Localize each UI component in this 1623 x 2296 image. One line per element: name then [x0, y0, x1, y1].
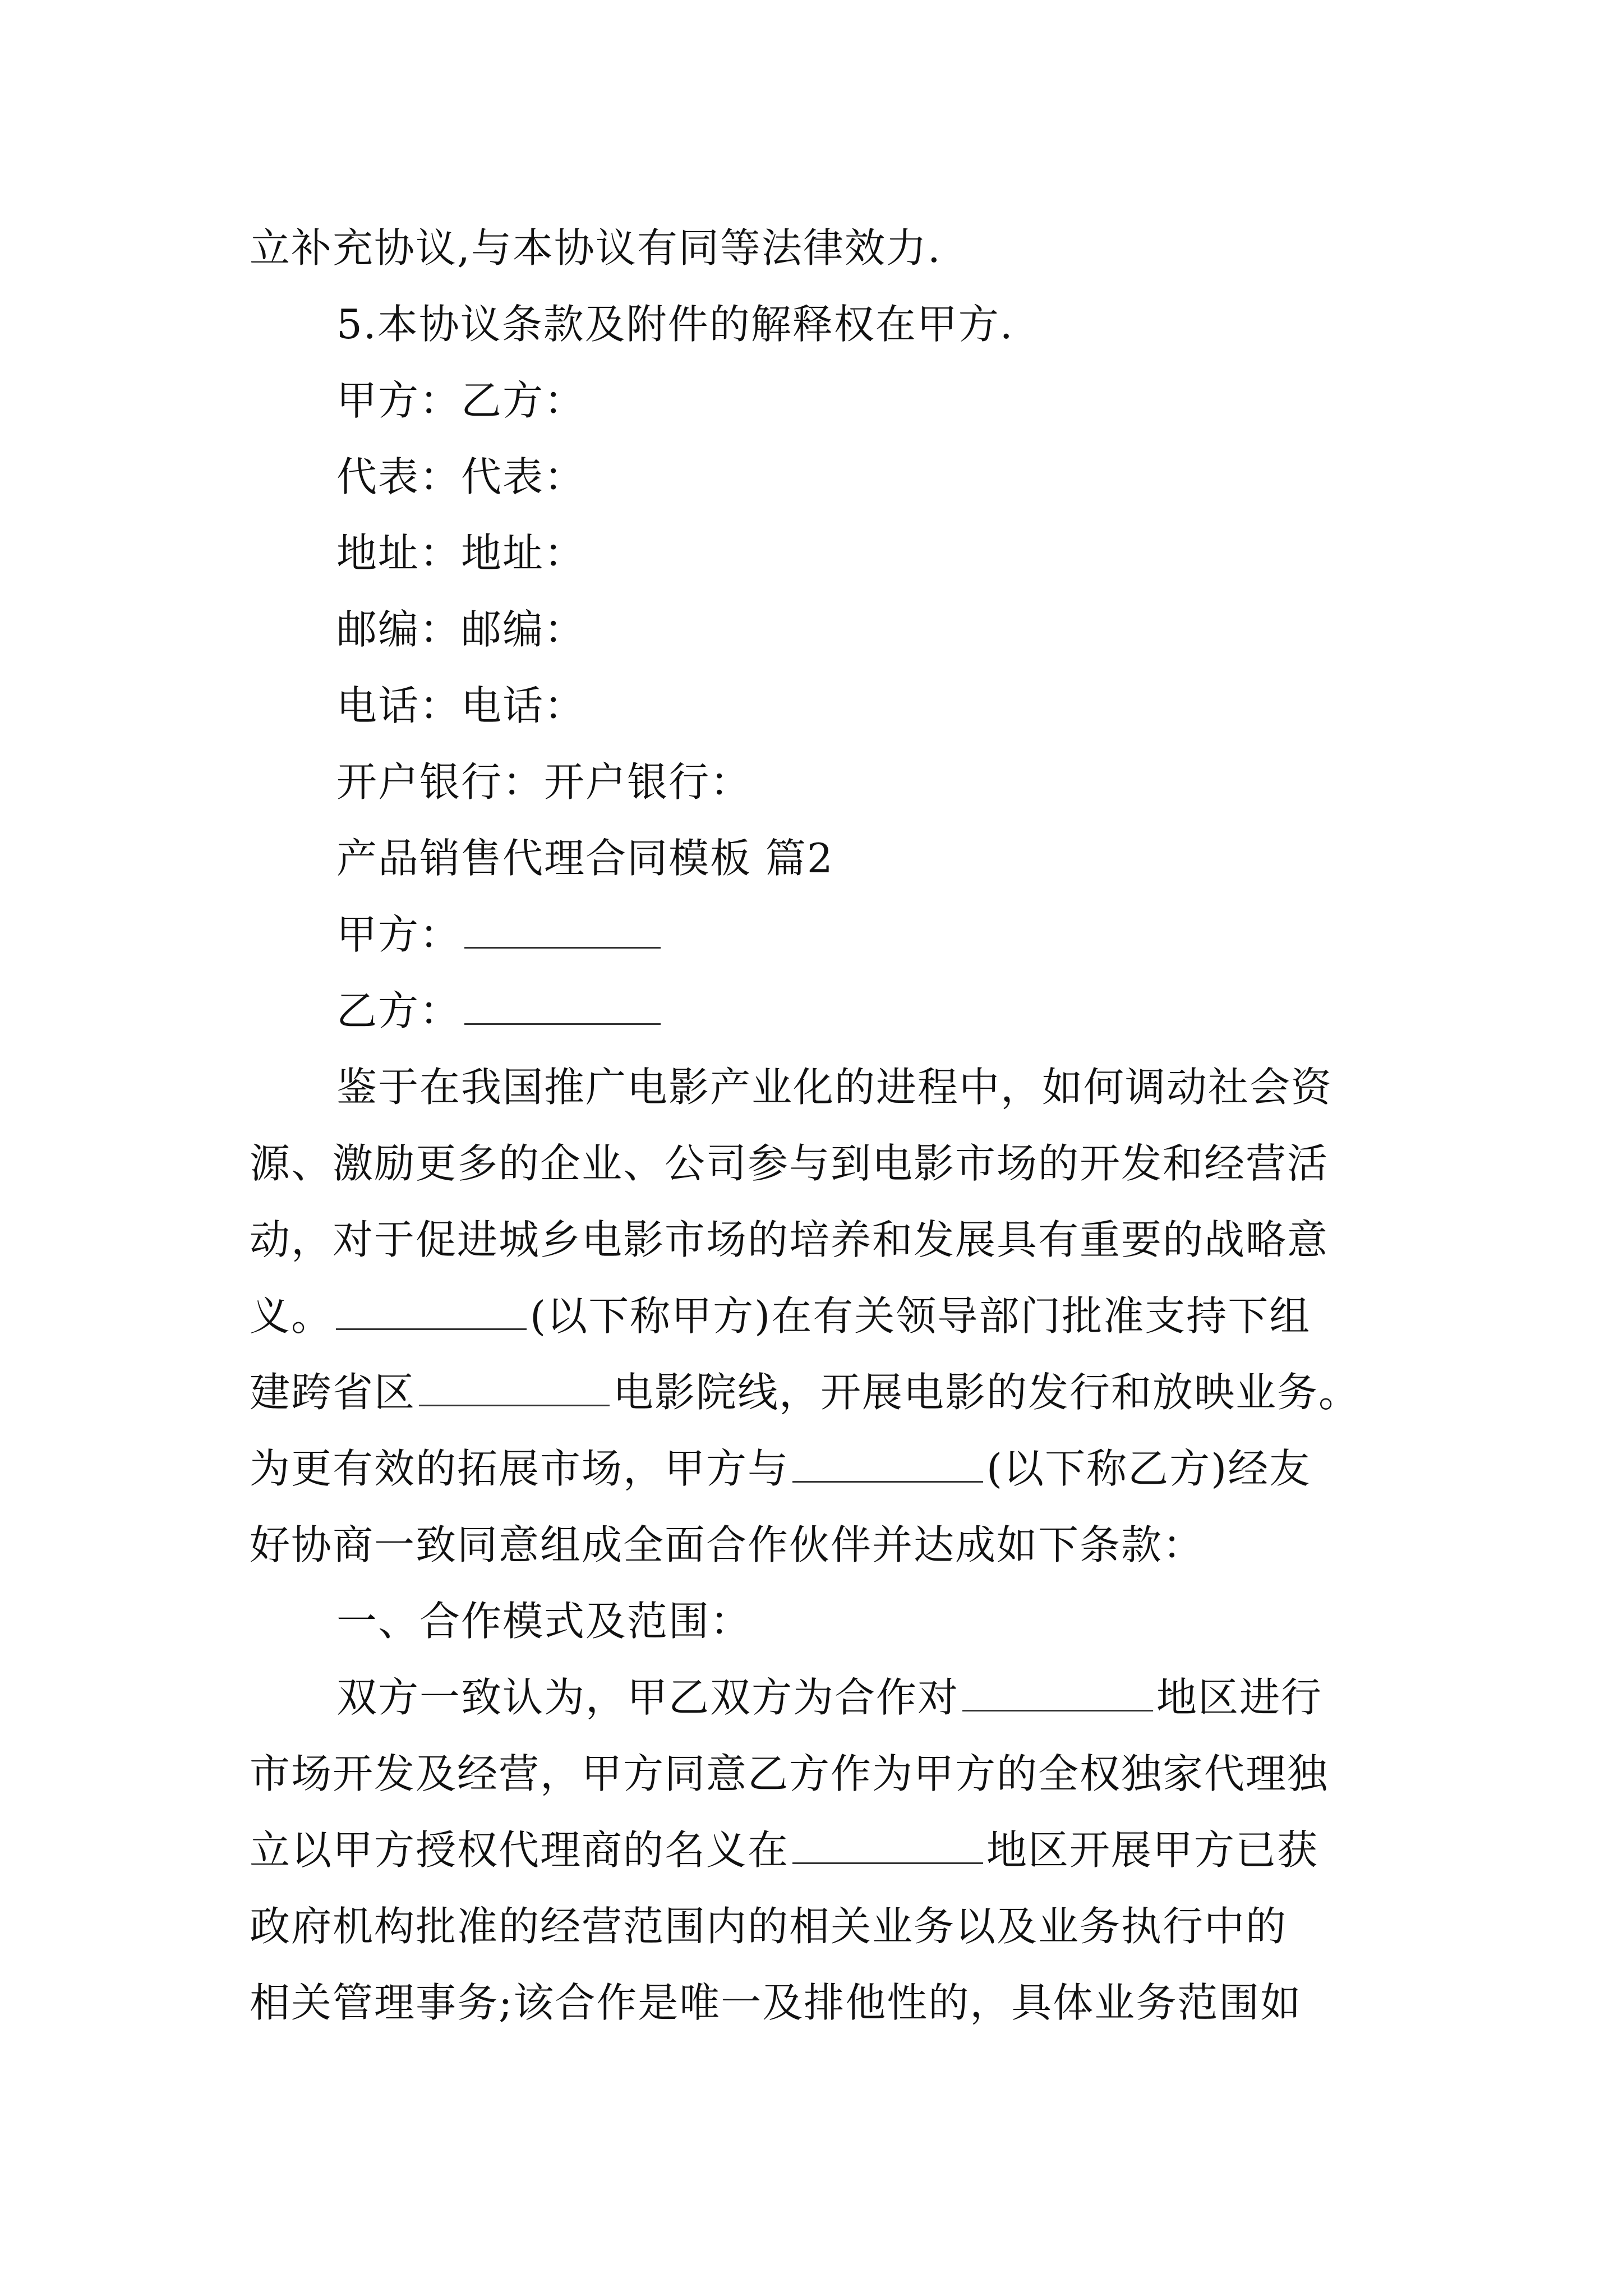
- line-text: 立以甲方授权代理商的名义在: [250, 1826, 790, 1874]
- line-text: 立补充协议,与本协议有同等法律效力.: [250, 224, 942, 272]
- line-text: 乙方：: [336, 987, 462, 1034]
- text-line: [250, 1746, 1329, 1802]
- text-line: [336, 1059, 1332, 1115]
- party-line: [336, 372, 585, 429]
- text-line: [250, 1135, 1329, 1191]
- line-text: 为更有效的拓展市场，甲方与: [250, 1445, 790, 1492]
- article-heading: [336, 1593, 751, 1649]
- clause-5-line: [336, 296, 1014, 352]
- line-text: 甲方：: [336, 911, 462, 958]
- party-a-line: [336, 907, 664, 963]
- line-text: 鉴于在我国推广电影产业化的进程中，如何调动社会资: [336, 1064, 1333, 1111]
- line-text: 甲方：乙方：: [336, 377, 586, 424]
- text-line: [250, 1364, 1360, 1420]
- line-text: (以下称乙方)经友: [986, 1445, 1311, 1492]
- line-text: 动，对于促进城乡电影市场的培养和发展具有重要的战略意: [250, 1216, 1329, 1263]
- line-text: 双方一致认为，甲乙双方为合作对: [336, 1674, 960, 1721]
- text-line: [250, 1288, 1311, 1344]
- text-line: [250, 1441, 1311, 1497]
- fill-blank: [962, 1676, 1153, 1711]
- text-line: [250, 1517, 1204, 1573]
- line-text: 地址：地址：: [336, 530, 586, 577]
- party-b-line: [336, 983, 664, 1039]
- text-line: [250, 1975, 1302, 2031]
- heading-text: 产品销售代理合同模板 篇2: [336, 835, 834, 882]
- line-text: 地区开展甲方已获: [986, 1826, 1319, 1874]
- line-text: 5.本协议条款及附件的解释权在甲方.: [336, 301, 1014, 348]
- bank-line: [336, 754, 751, 810]
- text-line: [250, 1212, 1329, 1268]
- fill-blank: [419, 1371, 610, 1406]
- fill-blank: [464, 990, 661, 1025]
- address-line: [336, 525, 585, 581]
- line-text: 邮编：邮编：: [336, 606, 586, 653]
- fill-blank: [336, 1295, 527, 1330]
- text-line: [250, 220, 942, 276]
- line-text: 市场开发及经营，甲方同意乙方作为甲方的全权独家代理独: [250, 1750, 1329, 1797]
- line-text: 政府机构批准的经营范围内的相关业务以及业务执行中的: [250, 1903, 1288, 1950]
- line-text: 电话：电话：: [336, 682, 586, 729]
- postcode-line: [336, 601, 585, 657]
- text-line: [250, 1822, 1318, 1878]
- line-text: 电影院线，开展电影的发行和放映业务。: [613, 1369, 1361, 1416]
- phone-line: [336, 678, 585, 734]
- line-text: 相关管理事务;该合作是唯一及排他性的，具体业务范围如: [250, 1979, 1302, 2026]
- line-text: (以下称甲方)在有关领导部门批准支持下组: [530, 1292, 1311, 1340]
- line-text: 建跨省区: [250, 1369, 416, 1416]
- text-line: [250, 1898, 1287, 1954]
- line-text: 地区进行: [1156, 1674, 1323, 1721]
- representative-line: [336, 449, 585, 505]
- line-text: 源、激励更多的企业、公司参与到电影市场的开发和经营活: [250, 1140, 1329, 1187]
- line-text: 好协商一致同意组成全面合作伙伴并达成如下条款：: [250, 1521, 1205, 1568]
- text-line: [336, 1669, 1322, 1726]
- line-text: 开户银行：开户银行：: [336, 758, 752, 806]
- fill-blank: [464, 913, 661, 949]
- line-text: 义。: [250, 1292, 333, 1340]
- line-text: 代表：代表：: [336, 453, 586, 500]
- fill-blank: [792, 1829, 983, 1864]
- section-heading: [336, 830, 834, 886]
- fill-blank: [792, 1447, 983, 1483]
- heading-text: 一、合作模式及范围：: [336, 1598, 752, 1645]
